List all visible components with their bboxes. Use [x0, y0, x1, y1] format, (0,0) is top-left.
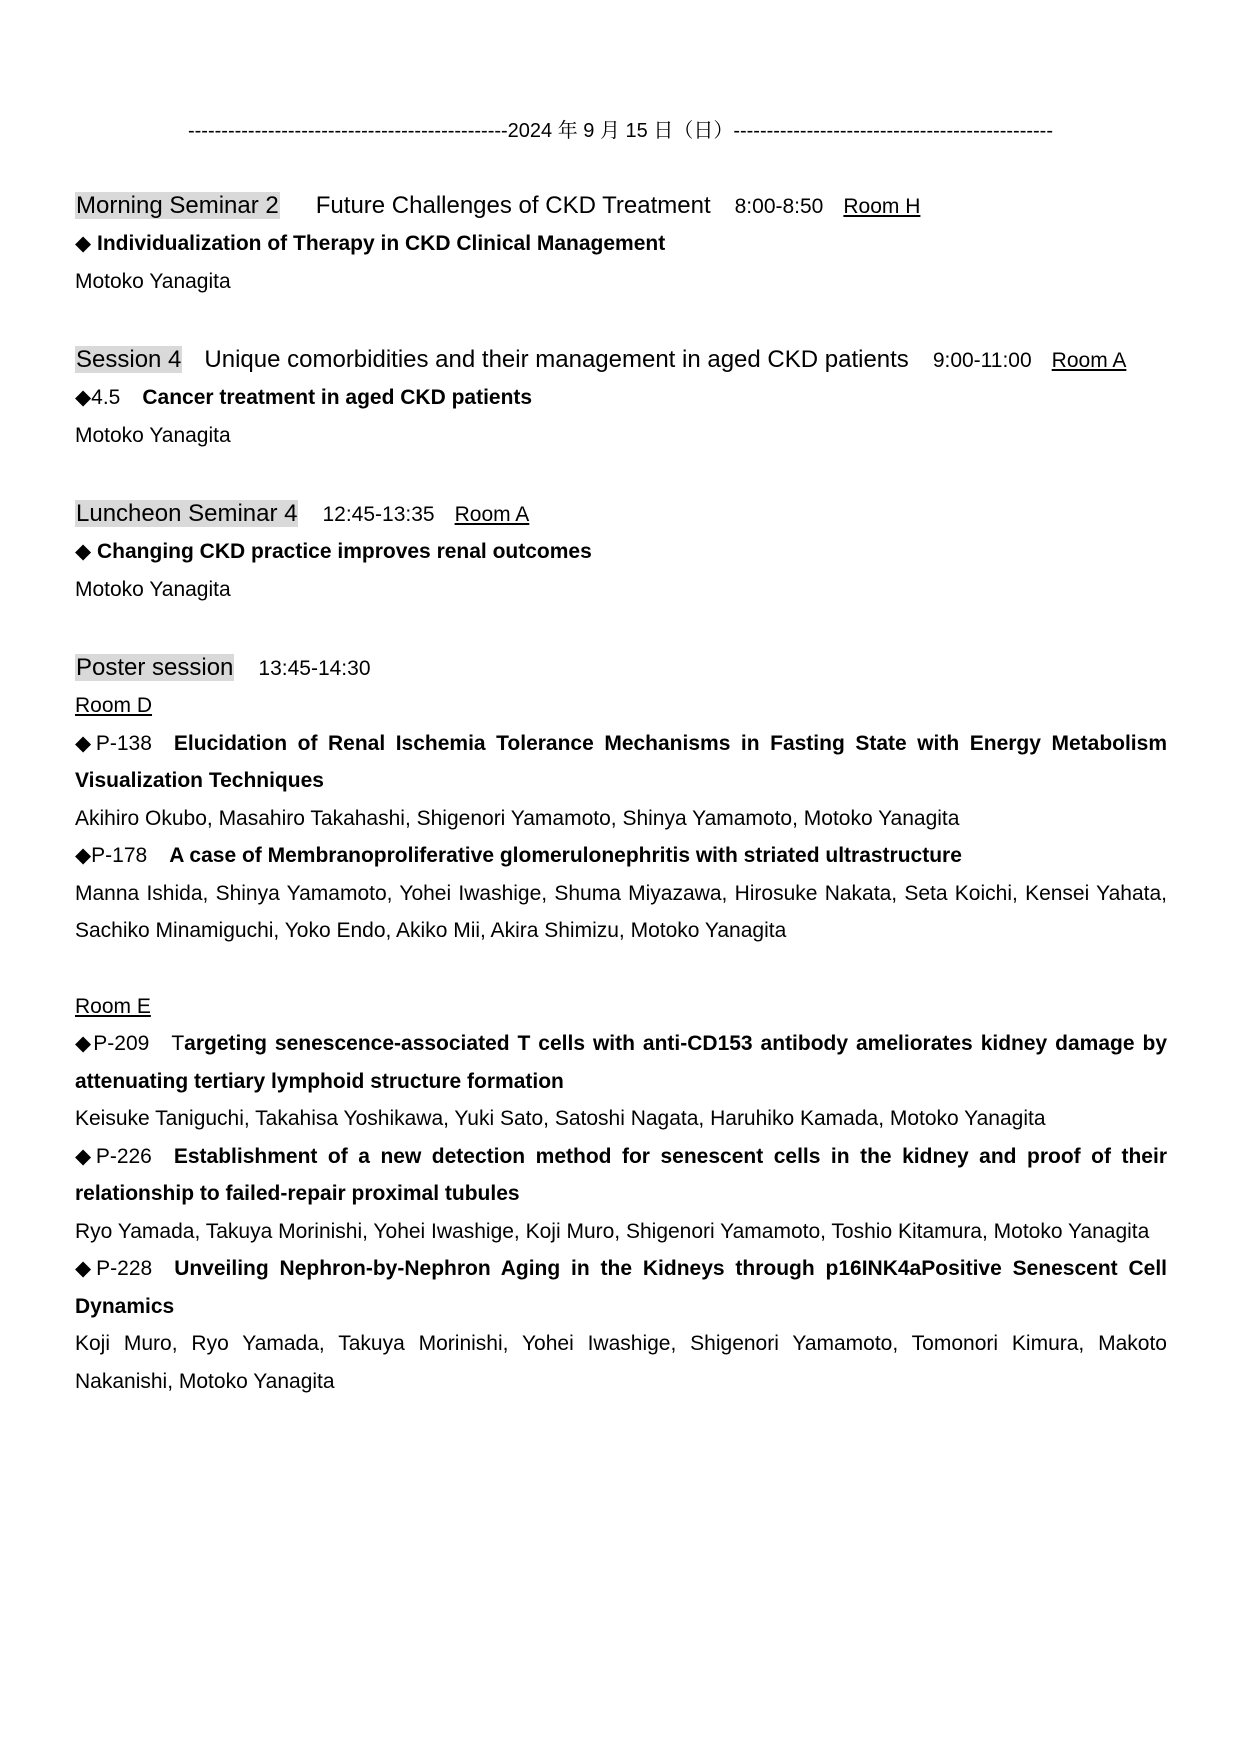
date-header: ------------------------------------------------2024 年 9 月 15 日（日）------------------------------------------------ — [187, 120, 1054, 142]
poster-session-header — [75, 653, 1167, 687]
session4-section — [75, 345, 1167, 454]
poster-p178-code: ◆P-178 — [75, 844, 148, 867]
poster-p226-code: ◆P-226 — [75, 1144, 152, 1168]
poster-p226-title-text: Establishment of a new detection method for senescent cells in the kidney and proof of their relationship to failed-repair proximal tubules — [75, 1144, 1167, 1205]
morning-seminar-title: Future Challenges of CKD Treatment — [315, 192, 711, 219]
poster-p228-title-text: Unveiling Nephron-by-Nephron Aging in the Kidneys through p16INK4aPositive Senescent Cell Dynamics — [75, 1257, 1167, 1318]
poster-p228-code: ◆P-228 — [75, 1257, 153, 1280]
session4-speaker: Motoko Yanagita — [75, 423, 231, 447]
poster-p226-authors: Ryo Yamada, Takuya Morinishi, Yohei Iwashige, Koji Muro, Shigenori Yamamoto, Toshio Kitamura, Motoko Yanagita — [75, 1219, 1150, 1243]
program-content — [75, 191, 1167, 1445]
poster-p138-code: ◆P-138 — [75, 731, 152, 755]
poster-p209-title-text: argeting senescence-associated T cells with anti-CD153 antibody ameliorates kidney damage by attenuating tertiary lymphoid structure formation — [75, 1032, 1167, 1093]
poster-p138-title — [75, 725, 1167, 800]
morning-seminar-tag: Morning Seminar 2 — [76, 192, 279, 219]
luncheon-seminar-room: Room A — [454, 503, 530, 526]
diamond-bullet-icon: ◆ — [75, 232, 92, 255]
poster-p178-authors: Manna Ishida, Shinya Yamamoto, Yohei Iwashige, Shuma Miyazawa, Hirosuke Nakata, Seta Koichi, Kensei Yahata, Sachiko Minamiguchi, Yoko Endo, Akiko Mii, Akira Shimizu, Motoko Yanagita — [75, 881, 1167, 942]
luncheon-seminar-section — [75, 499, 1167, 608]
session4-tag: Session 4 — [76, 346, 182, 373]
poster-p178-title — [75, 837, 1167, 875]
morning-seminar-time: 8:00-8:50 — [734, 195, 824, 218]
poster-p178-title-text: A case of Membranoproliferative glomerulonephritis with striated ultrastructure — [169, 844, 962, 867]
session4-talk-title: Cancer treatment in aged CKD patients — [142, 386, 533, 409]
poster-p209-title-lead: T — [171, 1032, 185, 1055]
spacer — [75, 950, 1167, 988]
poster-p209-authors: Keisuke Taniguchi, Takahisa Yoshikawa, Yuki Sato, Satoshi Nagata, Haruhiko Kamada, Motoko Yanagita — [75, 1107, 1046, 1130]
poster-session-tag: Poster session — [76, 654, 234, 681]
poster-p228-title — [75, 1250, 1167, 1325]
poster-p209-code: ◆P-209 — [75, 1032, 150, 1055]
morning-seminar-section — [75, 191, 1167, 300]
session4-talk — [75, 379, 1167, 417]
poster-session-time: 13:45-14:30 — [258, 657, 371, 680]
session4-talk-code: ◆4.5 — [75, 386, 121, 409]
luncheon-seminar-tag: Luncheon Seminar 4 — [76, 500, 298, 527]
poster-p138-authors: Akihiro Okubo, Masahiro Takahashi, Shigenori Yamamoto, Shinya Yamamoto, Motoko Yanagita — [75, 806, 960, 830]
session4-title: Unique comorbidities and their management in aged CKD patients — [204, 346, 909, 373]
session4-time: 9:00-11:00 — [932, 349, 1032, 372]
luncheon-seminar-talk-title: Changing CKD practice improves renal outcomes — [97, 540, 592, 563]
morning-seminar-speaker: Motoko Yanagita — [75, 269, 231, 293]
morning-seminar-talk — [75, 225, 1167, 263]
session4-room: Room A — [1051, 349, 1127, 372]
poster-p226-title — [75, 1138, 1167, 1213]
luncheon-seminar-speaker: Motoko Yanagita — [75, 577, 231, 601]
poster-p138-title-text: Elucidation of Renal Ischemia Tolerance Mechanisms in Fasting State with Energy Metabolism Visualization Techniques — [75, 731, 1167, 792]
room-d-heading: Room D — [75, 694, 153, 717]
poster-p209-title — [75, 1025, 1167, 1100]
luncheon-seminar-time: 12:45-13:35 — [322, 503, 435, 526]
poster-p228-authors: Koji Muro, Ryo Yamada, Takuya Morinishi, Yohei Iwashige, Shigenori Yamamoto, Tomonori Kimura, Makoto Nakanishi, Motoko Yanagita — [75, 1332, 1167, 1393]
poster-session-section — [75, 653, 1167, 1400]
diamond-bullet-icon: ◆ — [75, 540, 92, 563]
luncheon-seminar-talk — [75, 533, 1167, 571]
luncheon-seminar-header — [75, 499, 1167, 533]
session4-header — [75, 345, 1167, 379]
morning-seminar-room: Room H — [843, 195, 921, 218]
morning-seminar-header — [75, 191, 1167, 225]
morning-seminar-talk-title: Individualization of Therapy in CKD Clinical Management — [97, 232, 666, 255]
room-e-heading: Room E — [75, 994, 151, 1018]
